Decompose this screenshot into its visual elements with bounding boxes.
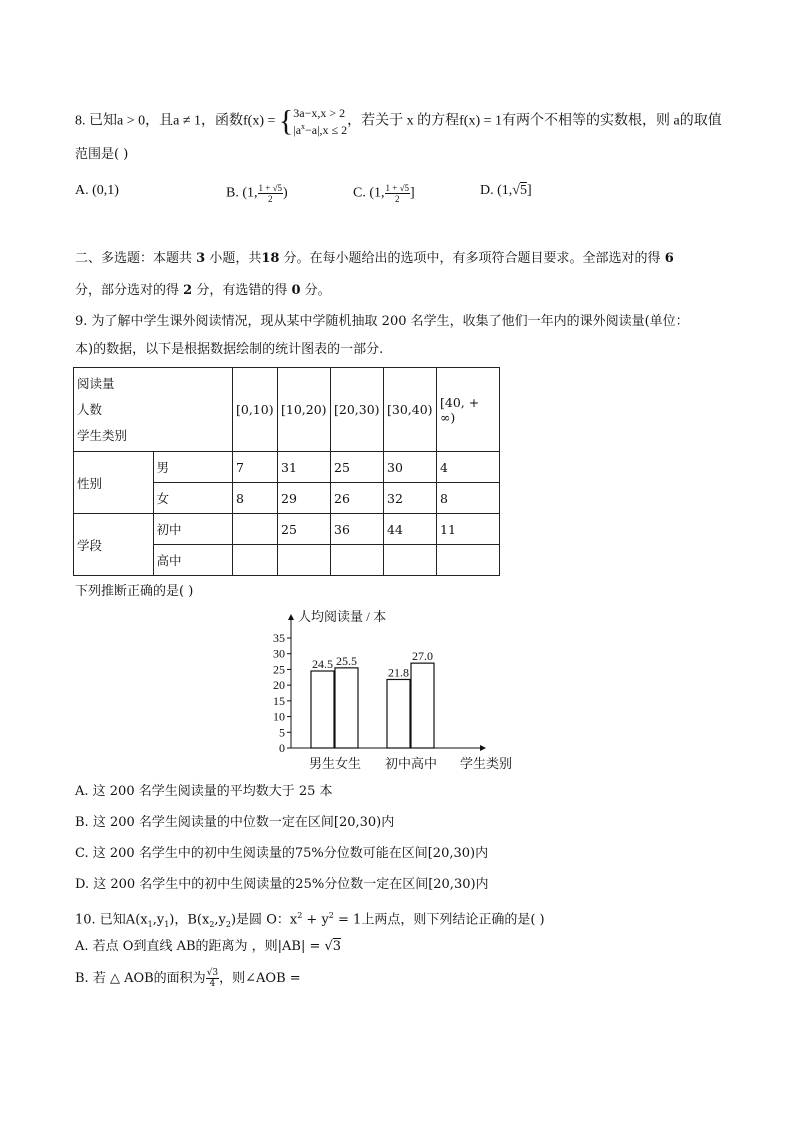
q9-option-a: A. 这 200 名学生阅读量的平均数大于 25 本 [75, 784, 333, 799]
y-axis-label: 人均阅读量 / 本 [298, 609, 387, 624]
y-tick-label: 15 [273, 693, 285, 708]
interval-1: [10,20) [278, 368, 331, 452]
header-count: 人数 [77, 401, 103, 417]
q8-option-b: B. (1, $\frac{1 + √5}{2}$ ) [226, 183, 288, 204]
row-label-male: 男 [153, 452, 233, 483]
group-stage: 学段 [74, 514, 154, 576]
x-group-label: 男生女生 [308, 756, 362, 771]
q8-b-fraction: $\frac{1 + √5}{2}$ [258, 183, 283, 204]
data-label: 25.5 [336, 653, 357, 668]
section2-line1: 二、多选题：本题共 3 小题，共18 分。在每小题给出的选项中，有多项符合题目要求。全部选对的得 6 [75, 251, 674, 266]
row-label-senior: 高中 [153, 545, 233, 576]
piecewise-brace: { [278, 104, 294, 138]
q8-c-fraction: $\frac{1 + √5}{2}$ [385, 183, 410, 204]
y-tick-label: 25 [273, 662, 285, 677]
q9-option-c: C. 这 200 名学生中的初中生阅读量的75%分位数可能在区间[20,30)内 [75, 846, 489, 861]
piecewise-cases [293, 106, 347, 137]
q9-option-d: D. 这 200 名学生中的初中生阅读量的25%分位数一定在区间[20,30)内 [75, 877, 489, 892]
row-label-female: 女 [153, 483, 233, 514]
q8-option-a: A. (0,1) [75, 183, 119, 198]
q8-stem-line1 [75, 106, 722, 137]
q10-b-fraction: $\frac{√3}{4}$ [206, 968, 219, 989]
data-label: 21.8 [388, 665, 409, 680]
q10-option-b: B. 若 △ AOB的面积为 $\frac{√3}{4}$ ，则∠AOB = [75, 968, 301, 989]
y-tick-label: 35 [273, 631, 285, 645]
x-group-label: 初中高中 [384, 756, 438, 771]
table-row: 女 8 29 26 32 8 [74, 483, 500, 514]
piece-2a: |a [293, 123, 302, 137]
group-gender: 性别 [74, 452, 154, 514]
table-row: 性别 男 7 31 25 30 4 [74, 452, 500, 483]
q9-question: 下列推断正确的是( ) [75, 584, 194, 599]
y-tick-label: 5 [279, 725, 285, 740]
q8-stem-c: ，若关于 x 的方程f(x) = 1有两个不相等的实数根，则 a的取值 [347, 113, 722, 129]
data-label: 24.5 [312, 657, 333, 671]
bar-高中 [411, 663, 434, 748]
q8-stem-a: 8. 已知 [75, 113, 117, 129]
q8-stem-line2: 范围是( ) [75, 147, 129, 162]
piece-2b: −a|,x ≤ 2 [305, 123, 348, 137]
q8-option-c: C. (1, $\frac{1 + √5}{2}$ ] [353, 183, 415, 204]
x-axis-arrow [480, 745, 486, 751]
interval-4: [40, + ∞) [437, 368, 500, 452]
q8-stem-b: a > 0，且a ≠ 1，函数f(x) = [117, 113, 276, 129]
y-tick-label: 10 [273, 709, 285, 724]
table-header-corner [74, 368, 233, 452]
y-axis-arrow [288, 614, 294, 620]
q8-option-d: D. (1,√5] [480, 183, 532, 198]
data-label: 27.0 [412, 649, 433, 664]
y-tick-label: 30 [273, 646, 285, 661]
reading-stats-table [73, 367, 500, 576]
row-label-junior: 初中 [153, 514, 233, 545]
q9-option-b: B. 这 200 名学生阅读量的中位数一定在区间[20,30)内 [75, 815, 395, 830]
piece-2-sup: x [301, 122, 306, 131]
q9-stem-line2: 本)的数据，以下是根据数据绘制的统计图表的一部分. [75, 342, 384, 357]
interval-2: [20,30) [331, 368, 384, 452]
y-tick-label: 20 [273, 678, 285, 693]
piece-1: 3a−x,x > 2 [293, 106, 346, 120]
q9-stem-line1: 9. 为了解中学生课外阅读情况，现从某中学随机抽取 200 名学生，收集了他们一年内的课外阅读量(单位： [75, 314, 689, 329]
interval-3: [30,40) [384, 368, 437, 452]
header-category: 学生类别 [77, 427, 128, 443]
interval-0: [0,10) [233, 368, 278, 452]
y-tick-label: 0 [279, 741, 285, 755]
x-axis-label: 学生类别 [460, 756, 513, 771]
reading-bar-chart [258, 604, 528, 774]
bar-女生 [335, 668, 358, 748]
q10-stem: 10. 已知$A(x_1,y_1)$，$B(x_2,y_2)$是圆 O：$x^2 + y^2 = 1$上两点，则下列结论正确的是( ) [75, 911, 545, 929]
bar-男生 [311, 671, 334, 748]
q10-option-a: A. 若点 O到直线 AB的距离为 ，则|AB| = √3 [75, 939, 342, 954]
bar-初中 [387, 679, 410, 748]
header-reading: 阅读量 [77, 375, 115, 391]
section2-line2: 分，部分选对的得 2 分，有选错的得 0 分。 [75, 283, 331, 298]
table-row: 学段 初中 25 36 44 11 [74, 514, 500, 545]
